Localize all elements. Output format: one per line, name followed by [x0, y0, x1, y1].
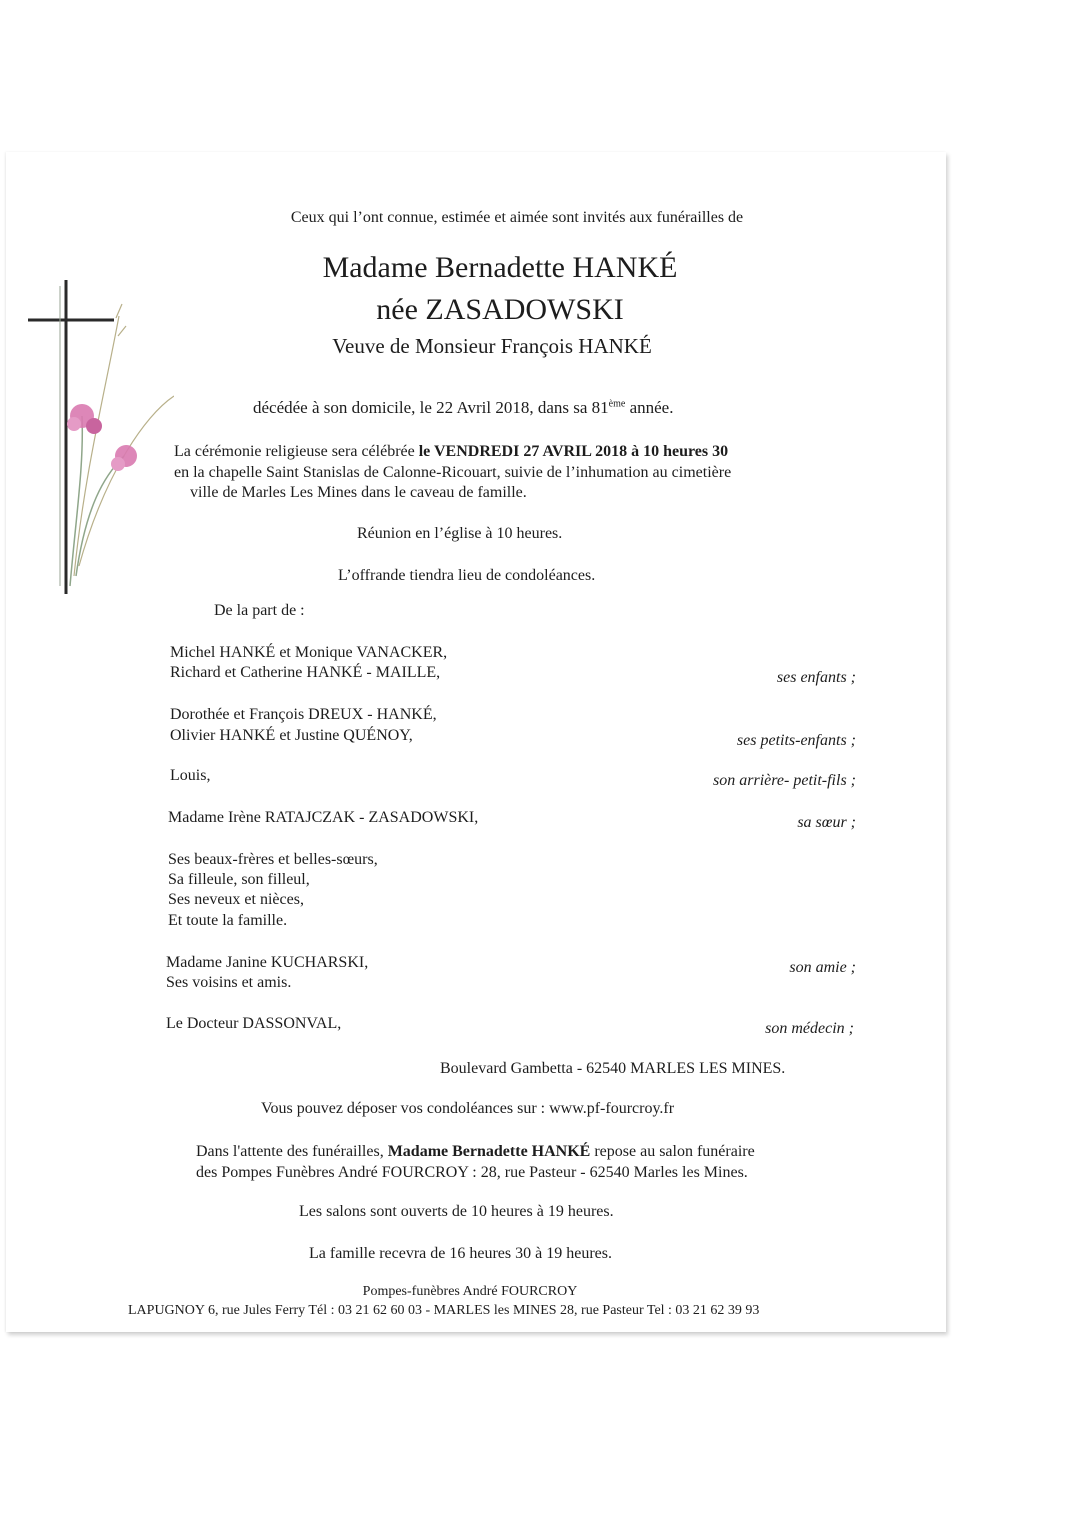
sister-line: Madame Irène RATAJCZAK - ZASADOWSKI, [168, 809, 479, 826]
intro-text: Ceux qui l’ont connue, estimée et aimée sont invités aux funérailles de [290, 209, 744, 226]
others-line-2: Sa filleule, son filleul, [168, 871, 310, 888]
deceased-name: Madame Bernadette HANKÉ [322, 251, 678, 284]
ceremony-line-3: ville de Marles Les Mines dans le caveau de famille. [190, 484, 527, 501]
others-line-4: Et toute la famille. [168, 912, 288, 929]
family-reception-hours: La famille recevra de 16 heures 30 à 19 heures. [309, 1245, 612, 1262]
friend-line-1: Madame Janine KUCHARSKI, [166, 954, 369, 971]
doctor-line: Le Docteur DASSONVAL, [166, 1015, 342, 1032]
offrande-text: L’offrande tiendra lieu de condoléances. [338, 567, 596, 584]
children-line-2: Richard et Catherine HANKÉ - MAILLE, [170, 664, 441, 681]
friend-line-2: Ses voisins et amis. [166, 974, 292, 991]
friend-role: son amie ; [789, 959, 856, 976]
others-line-1: Ses beaux-frères et belles-sœurs, [168, 851, 378, 868]
condolences-line: Vous pouvez déposer vos condoléances sur : www.pf-fourcroy.fr [261, 1100, 675, 1117]
grandchildren-line-1: Dorothée et François DREUX - HANKÉ, [170, 706, 437, 723]
children-line-1: Michel HANKÉ et Monique VANACKER, [170, 644, 448, 661]
sister-role: sa sœur ; [797, 814, 856, 831]
footer-company: Pompes-funèbres André FOURCROY [362, 1284, 578, 1299]
great-grandchild: Louis, [170, 767, 211, 784]
ceremony-line-2: en la chapelle Saint Stanislas de Calonne-Ricouart, suivie de l’inhumation au cimetière [174, 464, 732, 481]
death-line: décédée à son domicile, le 22 Avril 2018, dans sa 81ème année. [253, 398, 674, 417]
maiden-name: née ZASADOWSKI [376, 293, 624, 326]
repose-line-2: des Pompes Funèbres André FOURCROY : 28, rue Pasteur - 62540 Marles les Mines. [196, 1164, 748, 1181]
widow-line: Veuve de Monsieur François HANKÉ [332, 334, 652, 358]
flower-icon [70, 416, 124, 586]
others-line-3: Ses neveux et nièces, [168, 891, 304, 908]
ceremony-line-1: La cérémonie religieuse sera célébrée le VENDREDI 27 AVRIL 2018 à 10 heures 30 [174, 443, 729, 460]
address-line: Boulevard Gambetta - 62540 MARLES LES MINES. [440, 1060, 786, 1077]
doctor-role: son médecin ; [765, 1020, 854, 1037]
children-role: ses enfants ; [776, 669, 856, 686]
reunion-text: Réunion en l’église à 10 heures. [357, 525, 563, 542]
repose-line-1: Dans l'attente des funérailles, Madame Bernadette HANKÉ repose au salon funéraire [196, 1143, 755, 1160]
great-grandchild-role: son arrière- petit-fils ; [713, 772, 856, 789]
grandchildren-line-2: Olivier HANKÉ et Justine QUÉNOY, [170, 727, 413, 744]
footer-contacts: LAPUGNOY 6, rue Jules Ferry Tél : 03 21 62 60 03 - MARLES les MINES 28, rue Pasteur Tel : 03 21 62 39 93 [128, 1303, 760, 1318]
salons-hours: Les salons sont ouverts de 10 heures à 19 heures. [299, 1203, 614, 1220]
de-la-part-heading: De la part de : [214, 602, 305, 619]
grandchildren-role: ses petits-enfants ; [736, 732, 856, 749]
